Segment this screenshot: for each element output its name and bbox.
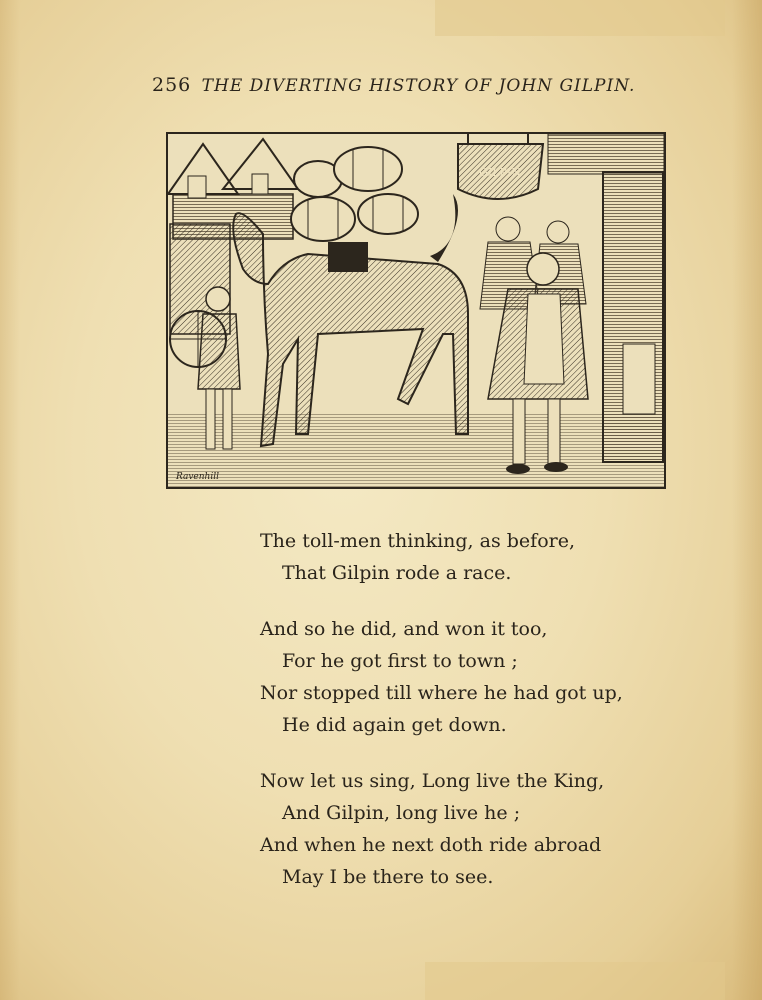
poem-line: He did again get down. (282, 714, 507, 736)
tape-mark-top (435, 0, 725, 36)
poem-line: May I be there to see. (282, 866, 494, 888)
tape-mark-bottom (425, 962, 725, 1000)
poem-line: And Gilpin, long live he ; (282, 802, 521, 824)
sign-text: GILPIN (479, 166, 521, 179)
engraving-svg (168, 134, 664, 487)
stanza-3 (260, 765, 680, 893)
artist-signature: Ravenhill (176, 472, 219, 482)
poem-line: And when he next doth ride abroad (260, 834, 602, 856)
doorway (603, 172, 663, 462)
inn-sign (458, 134, 543, 199)
poem-line: For he got first to town ; (282, 650, 518, 672)
running-title: THE DIVERTING HISTORY OF JOHN GILPIN. (201, 76, 636, 96)
stanza-2 (260, 613, 680, 741)
engraving-illustration (166, 132, 666, 489)
poem-text (260, 525, 680, 917)
poem-line: Nor stopped till where he had got up, (260, 682, 623, 704)
poem-line: The toll-men thinking, as before, (260, 530, 575, 552)
poem-line: That Gilpin rode a race. (282, 562, 512, 584)
poem-line: And so he did, and won it too, (260, 618, 548, 640)
page-edge-left (0, 0, 20, 1000)
poem-line: Now let us sing, Long live the King, (260, 770, 605, 792)
running-header (152, 74, 642, 102)
page-number: 256 (152, 74, 192, 96)
page-edge-right (732, 0, 762, 1000)
stanza-1 (260, 525, 680, 589)
